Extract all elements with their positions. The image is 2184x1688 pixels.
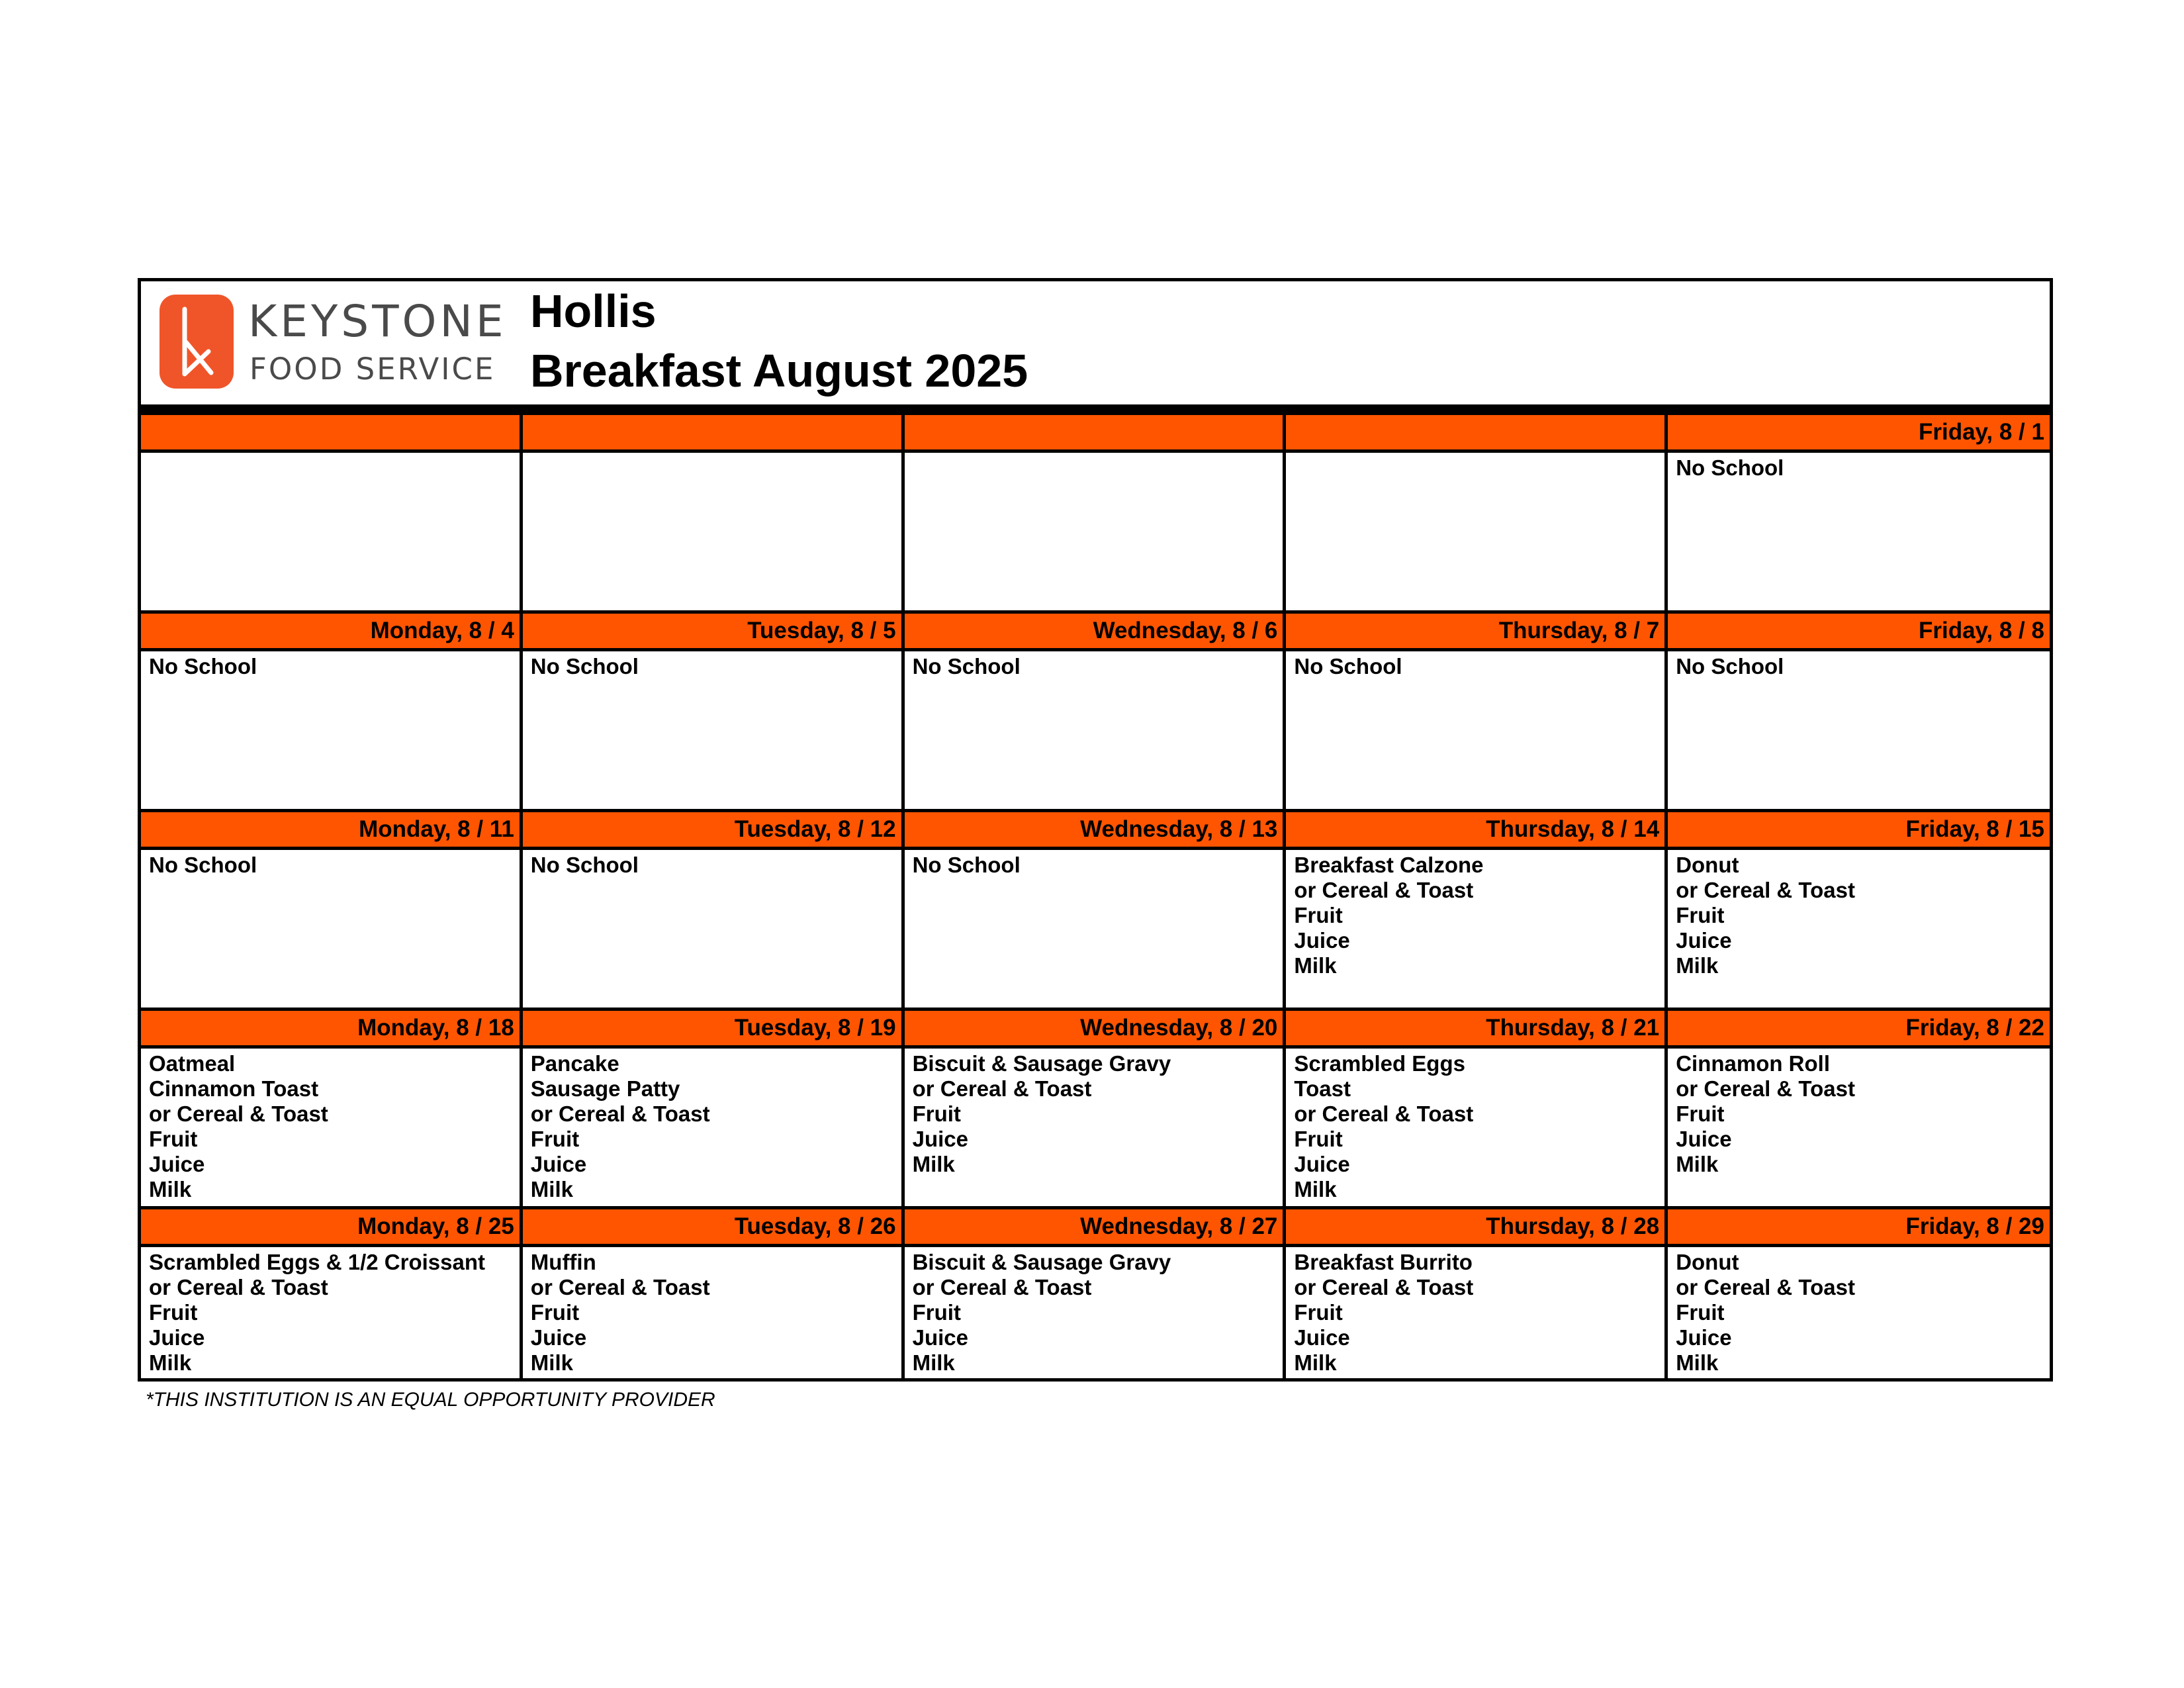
menu-item: Juice bbox=[149, 1152, 205, 1176]
day-menu bbox=[905, 1049, 1283, 1206]
day-menu bbox=[141, 1247, 520, 1378]
menu-item: or Cereal & Toast bbox=[1676, 1076, 1855, 1101]
menu-item: Breakfast Burrito bbox=[1294, 1250, 1473, 1274]
calendar-day bbox=[1668, 1209, 2050, 1378]
calendar-day bbox=[1668, 812, 2050, 1011]
menu-item: or Cereal & Toast bbox=[1676, 878, 1855, 902]
menu-item: Fruit bbox=[149, 1127, 198, 1151]
menu-item: or Cereal & Toast bbox=[1294, 1275, 1474, 1299]
menu-item: Milk bbox=[530, 1350, 573, 1375]
menu-item: Scrambled Eggs & 1/2 Croissant bbox=[149, 1250, 486, 1274]
day-menu bbox=[1286, 1049, 1664, 1206]
day-date-header bbox=[141, 415, 520, 453]
day-date-header: Tuesday, 8 / 5 bbox=[523, 614, 901, 651]
logo-text-food-service: FOOD SERVICE bbox=[250, 352, 496, 387]
menu-item: Juice bbox=[530, 1152, 587, 1176]
menu-item: Juice bbox=[1676, 1127, 1732, 1151]
day-date-header: Wednesday, 8 / 13 bbox=[905, 812, 1283, 850]
day-date-header: Tuesday, 8 / 12 bbox=[523, 812, 901, 850]
day-menu bbox=[905, 1247, 1283, 1378]
menu-item: or Cereal & Toast bbox=[530, 1102, 710, 1126]
menu-item: No School bbox=[1676, 455, 1784, 480]
calendar-day bbox=[523, 614, 905, 812]
day-date-header: Monday, 8 / 4 bbox=[141, 614, 520, 651]
day-menu bbox=[1286, 1247, 1664, 1378]
day-date-header: Monday, 8 / 11 bbox=[141, 812, 520, 850]
menu-item: No School bbox=[530, 654, 639, 679]
day-date-header bbox=[523, 415, 901, 453]
day-menu bbox=[141, 850, 520, 1008]
menu-item: Milk bbox=[530, 1177, 573, 1201]
day-menu bbox=[905, 850, 1283, 1008]
menu-item: Donut bbox=[1676, 853, 1739, 877]
day-menu bbox=[1286, 651, 1664, 809]
menu-item: Juice bbox=[1676, 1325, 1732, 1350]
menu-item: Juice bbox=[1676, 928, 1732, 953]
day-date-header: Monday, 8 / 18 bbox=[141, 1011, 520, 1049]
day-menu bbox=[141, 453, 520, 610]
calendar-day bbox=[905, 1011, 1287, 1209]
day-menu bbox=[1668, 1247, 2050, 1378]
day-date-header: Thursday, 8 / 21 bbox=[1286, 1011, 1664, 1049]
day-date-header: Tuesday, 8 / 19 bbox=[523, 1011, 901, 1049]
calendar-day bbox=[1286, 812, 1668, 1011]
menu-item: Juice bbox=[149, 1325, 205, 1350]
menu-item: Cinnamon Toast bbox=[149, 1076, 319, 1101]
menu-item: Fruit bbox=[530, 1300, 580, 1325]
calendar-day bbox=[523, 812, 905, 1011]
logo-text-keystone: KEYSTONE bbox=[248, 296, 507, 347]
day-date-header: Friday, 8 / 8 bbox=[1668, 614, 2050, 651]
calendar-day bbox=[141, 415, 523, 614]
calendar-day bbox=[1668, 415, 2050, 614]
day-menu bbox=[523, 453, 901, 610]
menu-item: No School bbox=[149, 853, 257, 877]
menu-title: Breakfast August 2025 bbox=[530, 345, 1028, 397]
day-menu bbox=[1668, 850, 2050, 1008]
menu-item: Milk bbox=[149, 1350, 192, 1375]
menu-item: Fruit bbox=[1294, 1300, 1343, 1325]
menu-item: Breakfast Calzone bbox=[1294, 853, 1484, 877]
menu-item: Cinnamon Roll bbox=[1676, 1051, 1831, 1076]
menu-item: No School bbox=[912, 853, 1021, 877]
menu-item: Pancake bbox=[530, 1051, 619, 1076]
day-date-header: Thursday, 8 / 28 bbox=[1286, 1209, 1664, 1247]
calendar-day bbox=[523, 1011, 905, 1209]
day-date-header: Friday, 8 / 22 bbox=[1668, 1011, 2050, 1049]
day-menu bbox=[1668, 1049, 2050, 1206]
menu-item: Milk bbox=[1294, 1177, 1337, 1201]
menu-item: No School bbox=[149, 654, 257, 679]
menu-item: No School bbox=[912, 654, 1021, 679]
day-date-header: Wednesday, 8 / 20 bbox=[905, 1011, 1283, 1049]
menu-item: Oatmeal bbox=[149, 1051, 236, 1076]
day-date-header: Friday, 8 / 1 bbox=[1668, 415, 2050, 453]
day-menu bbox=[905, 651, 1283, 809]
menu-item: or Cereal & Toast bbox=[912, 1275, 1092, 1299]
calendar-day bbox=[1286, 1209, 1668, 1378]
menu-item: Milk bbox=[912, 1350, 955, 1375]
day-menu bbox=[523, 1049, 901, 1206]
day-date-header: Wednesday, 8 / 27 bbox=[905, 1209, 1283, 1247]
menu-item: or Cereal & Toast bbox=[1294, 878, 1474, 902]
menu-item: Juice bbox=[530, 1325, 587, 1350]
menu-item: or Cereal & Toast bbox=[149, 1275, 328, 1299]
menu-item: Fruit bbox=[530, 1127, 580, 1151]
day-menu bbox=[1286, 453, 1664, 610]
day-menu bbox=[141, 1049, 520, 1206]
calendar-day bbox=[141, 614, 523, 812]
day-date-header: Thursday, 8 / 14 bbox=[1286, 812, 1664, 850]
day-menu bbox=[141, 651, 520, 809]
menu-item: Fruit bbox=[1294, 1127, 1343, 1151]
menu-sheet bbox=[138, 278, 2053, 1382]
menu-item: No School bbox=[1294, 654, 1402, 679]
menu-item: or Cereal & Toast bbox=[149, 1102, 328, 1126]
calendar-day bbox=[1668, 614, 2050, 812]
day-menu bbox=[523, 850, 901, 1008]
menu-item: Fruit bbox=[1676, 1102, 1725, 1126]
menu-item: or Cereal & Toast bbox=[1294, 1102, 1474, 1126]
calendar-day bbox=[1286, 1011, 1668, 1209]
menu-item: Sausage Patty bbox=[530, 1076, 680, 1101]
day-date-header: Friday, 8 / 15 bbox=[1668, 812, 2050, 850]
menu-item: Milk bbox=[1294, 953, 1337, 978]
calendar-day bbox=[141, 1011, 523, 1209]
menu-item: Milk bbox=[1676, 1152, 1719, 1176]
day-date-header: Monday, 8 / 25 bbox=[141, 1209, 520, 1247]
menu-header bbox=[141, 281, 2050, 415]
day-date-header bbox=[905, 415, 1283, 453]
calendar-day bbox=[523, 1209, 905, 1378]
day-date-header: Tuesday, 8 / 26 bbox=[523, 1209, 901, 1247]
calendar-day bbox=[905, 614, 1287, 812]
menu-item: Milk bbox=[1676, 1350, 1719, 1375]
day-menu bbox=[905, 453, 1283, 610]
menu-item: Milk bbox=[912, 1152, 955, 1176]
menu-item: Fruit bbox=[912, 1102, 961, 1126]
day-menu bbox=[523, 651, 901, 809]
menu-item: Donut bbox=[1676, 1250, 1739, 1274]
menu-item: Scrambled Eggs bbox=[1294, 1051, 1465, 1076]
day-date-header: Friday, 8 / 29 bbox=[1668, 1209, 2050, 1247]
calendar-day bbox=[905, 1209, 1287, 1378]
calendar-day bbox=[523, 415, 905, 614]
menu-item: No School bbox=[1676, 654, 1784, 679]
calendar-day bbox=[1286, 614, 1668, 812]
menu-item: Toast bbox=[1294, 1076, 1351, 1101]
menu-item: or Cereal & Toast bbox=[912, 1076, 1092, 1101]
menu-item: Biscuit & Sausage Gravy bbox=[912, 1250, 1171, 1274]
menu-item: No School bbox=[530, 853, 639, 877]
menu-item: Milk bbox=[149, 1177, 192, 1201]
day-menu bbox=[1668, 651, 2050, 809]
day-date-header: Thursday, 8 / 7 bbox=[1286, 614, 1664, 651]
calendar-day bbox=[141, 1209, 523, 1378]
calendar-day bbox=[1286, 415, 1668, 614]
menu-item: Juice bbox=[1294, 928, 1350, 953]
menu-item: or Cereal & Toast bbox=[530, 1275, 710, 1299]
day-date-header bbox=[1286, 415, 1664, 453]
equal-opportunity-footnote: *THIS INSTITUTION IS AN EQUAL OPPORTUNITY PROVIDER bbox=[146, 1389, 715, 1411]
menu-item: Muffin bbox=[530, 1250, 596, 1274]
day-date-header: Wednesday, 8 / 6 bbox=[905, 614, 1283, 651]
day-menu bbox=[1668, 453, 2050, 610]
menu-item: Fruit bbox=[1294, 903, 1343, 927]
keystone-k-logo-icon bbox=[159, 295, 234, 389]
menu-item: or Cereal & Toast bbox=[1676, 1275, 1855, 1299]
menu-item: Fruit bbox=[149, 1300, 198, 1325]
menu-item: Milk bbox=[1294, 1350, 1337, 1375]
menu-item: Milk bbox=[1676, 953, 1719, 978]
menu-item: Fruit bbox=[1676, 903, 1725, 927]
keystone-logo bbox=[159, 295, 517, 393]
menu-item: Juice bbox=[1294, 1325, 1350, 1350]
calendar-grid bbox=[141, 415, 2050, 1378]
day-menu bbox=[1286, 850, 1664, 1008]
menu-item: Juice bbox=[1294, 1152, 1350, 1176]
calendar-day bbox=[141, 812, 523, 1011]
day-menu bbox=[523, 1247, 901, 1378]
school-name: Hollis bbox=[530, 285, 657, 337]
calendar-day bbox=[905, 812, 1287, 1011]
menu-item: Fruit bbox=[912, 1300, 961, 1325]
calendar-day bbox=[905, 415, 1287, 614]
calendar-day bbox=[1668, 1011, 2050, 1209]
menu-item: Fruit bbox=[1676, 1300, 1725, 1325]
menu-item: Juice bbox=[912, 1127, 968, 1151]
menu-item: Juice bbox=[912, 1325, 968, 1350]
menu-item: Biscuit & Sausage Gravy bbox=[912, 1051, 1171, 1076]
